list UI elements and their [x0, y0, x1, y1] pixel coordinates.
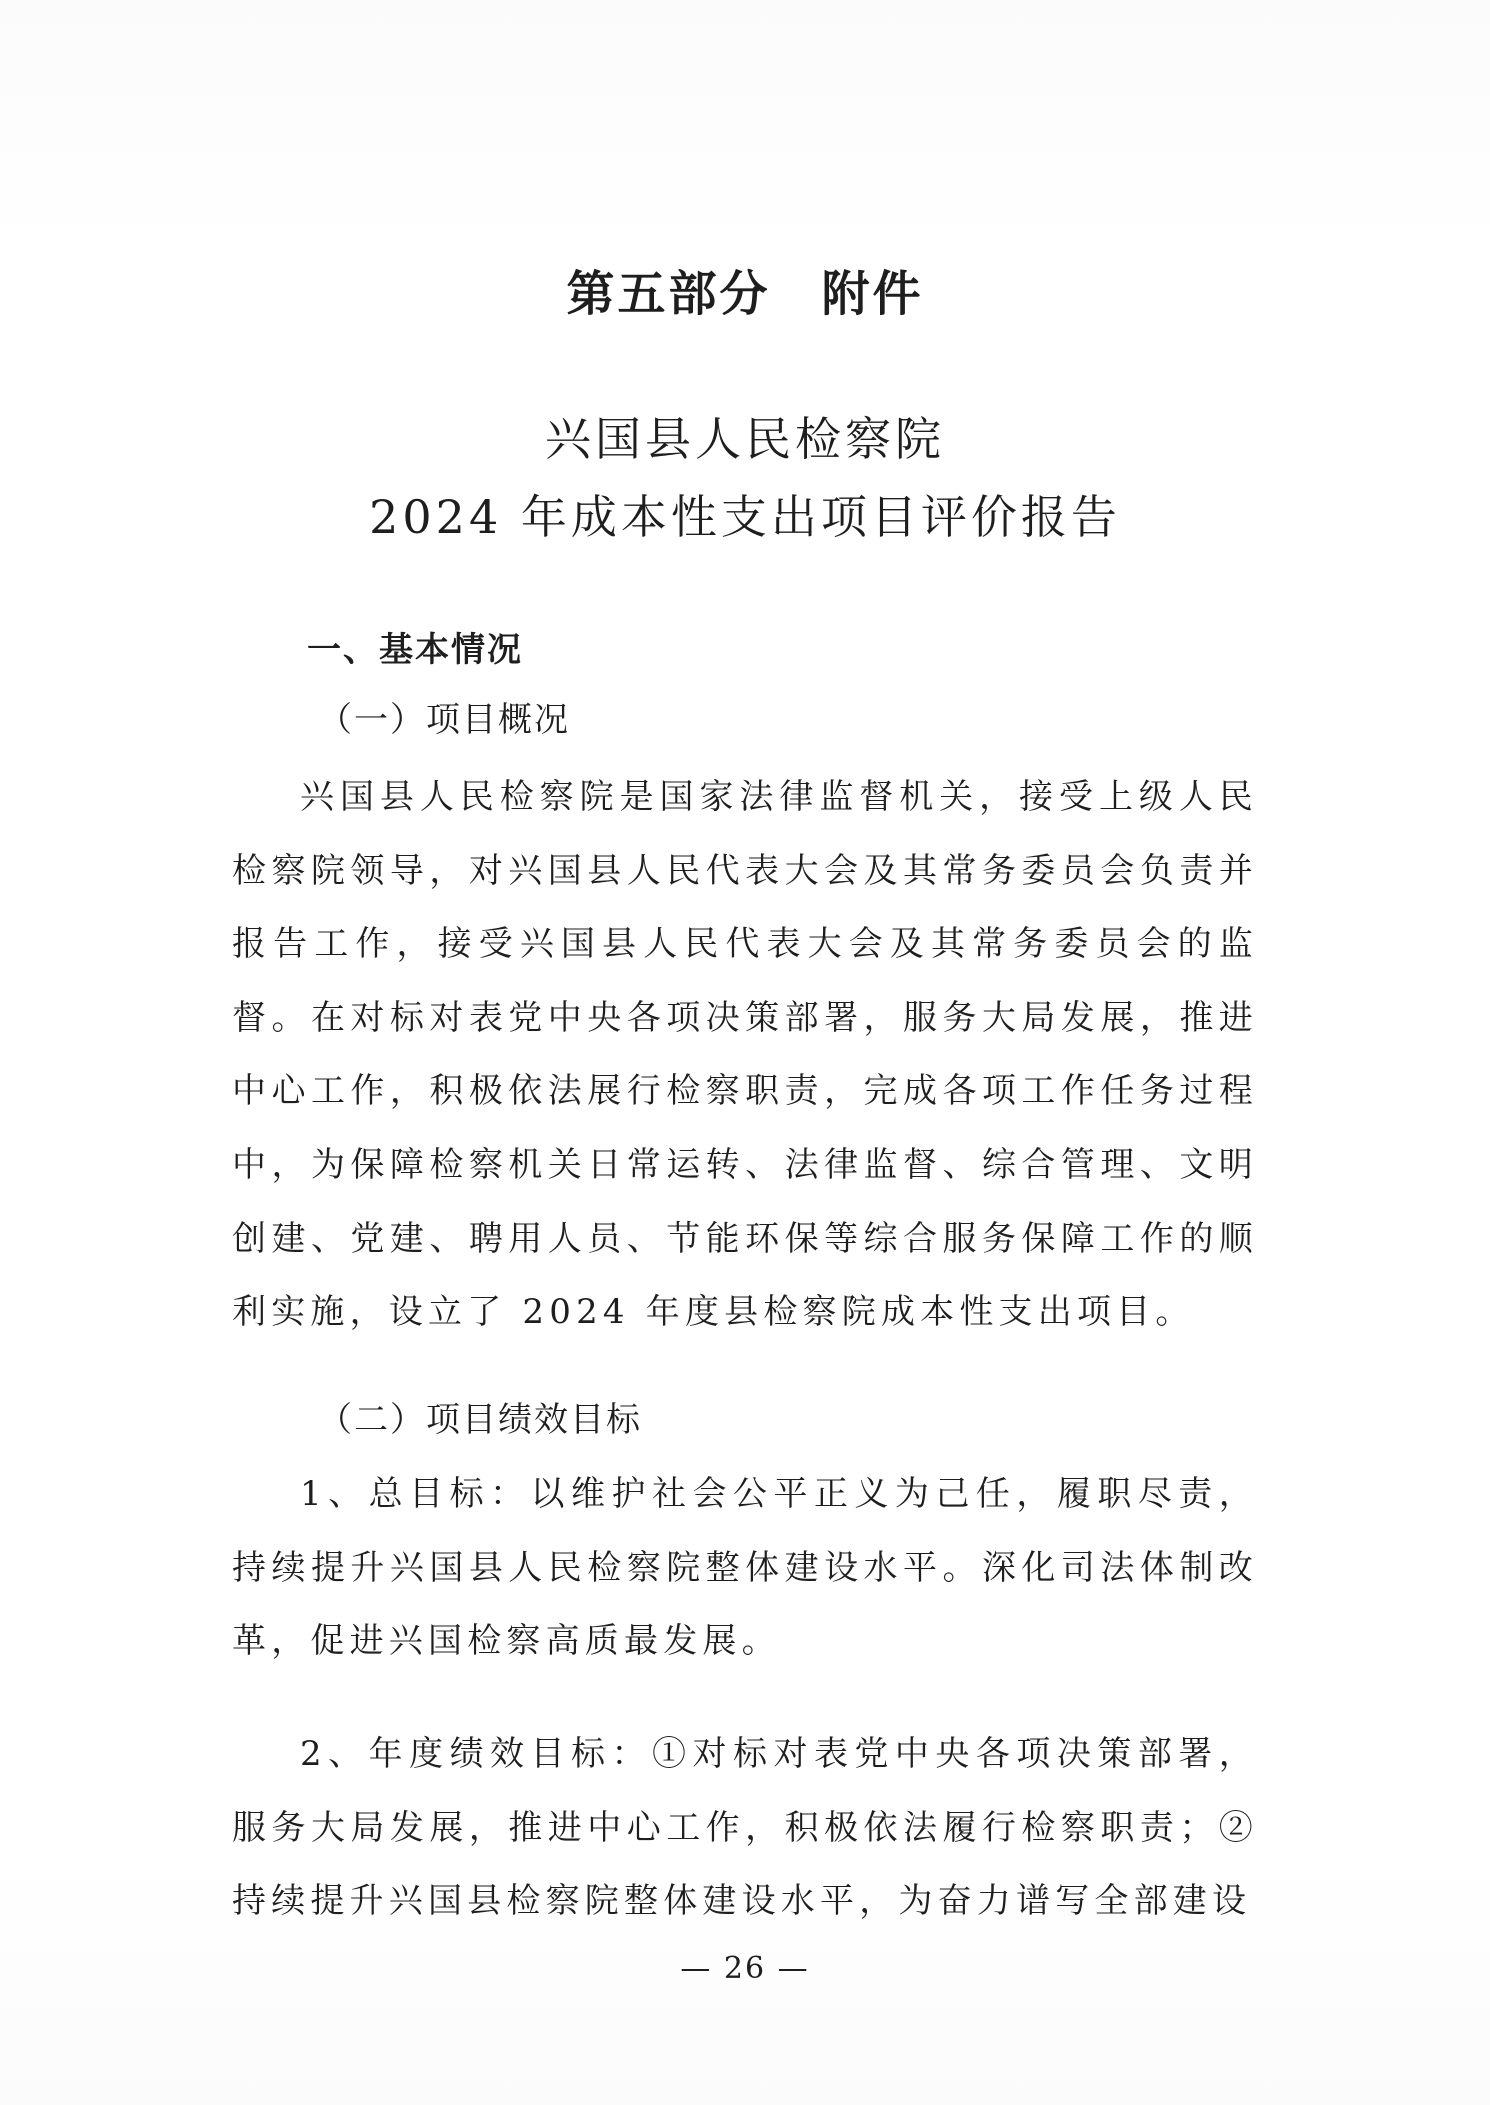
subsection-heading-project-overview: （一）项目概况	[318, 700, 570, 740]
subsection-heading-performance-goals: （二）项目绩效目标	[318, 1400, 642, 1440]
paragraph-overall-goal: 1、总目标：以维护社会公平正义为己任，履职尽责，持续提升兴国县人民检察院整体建设水平。深化司法体制改革，促进兴国检察高质最发展。	[232, 1474, 1258, 1662]
report-title-line-2: 2024 年成本性支出项目评价报告	[369, 490, 1121, 544]
paragraph-annual-goal: 2、年度绩效目标：①对标对表党中央各项决策部署，服务大局发展，推进中心工作，积极依法履行检察职责；②持续提升兴国县检察院整体建设水平，为奋力谱写全部建设	[232, 1734, 1258, 1922]
part-title: 第五部分 附件	[566, 266, 924, 322]
section-heading-basic-info: 一、基本情况	[307, 630, 523, 670]
paragraph-project-overview: 兴国县人民检察院是国家法律监督机关，接受上级人民检察院领导，对兴国县人民代表大会及其常务委员会负责并报告工作，接受兴国县人民代表大会及其常务委员会的监督。在对标对表党中央各项决策部署，服务大局发展，推进中心工作，积极依法展行检察职责，完成各项工作任务过程中，为保障检察机关日常运转、法律监督、综合管理、文明创建、党建、聘用人员、节能环保等综合服务保障工作的顺利实施，设立了 2024 年度县检察院成本性支出项目。	[232, 777, 1258, 1333]
report-title-line-1: 兴国县人民检察院	[545, 412, 945, 466]
page-number: — 26 —	[680, 1951, 810, 1986]
